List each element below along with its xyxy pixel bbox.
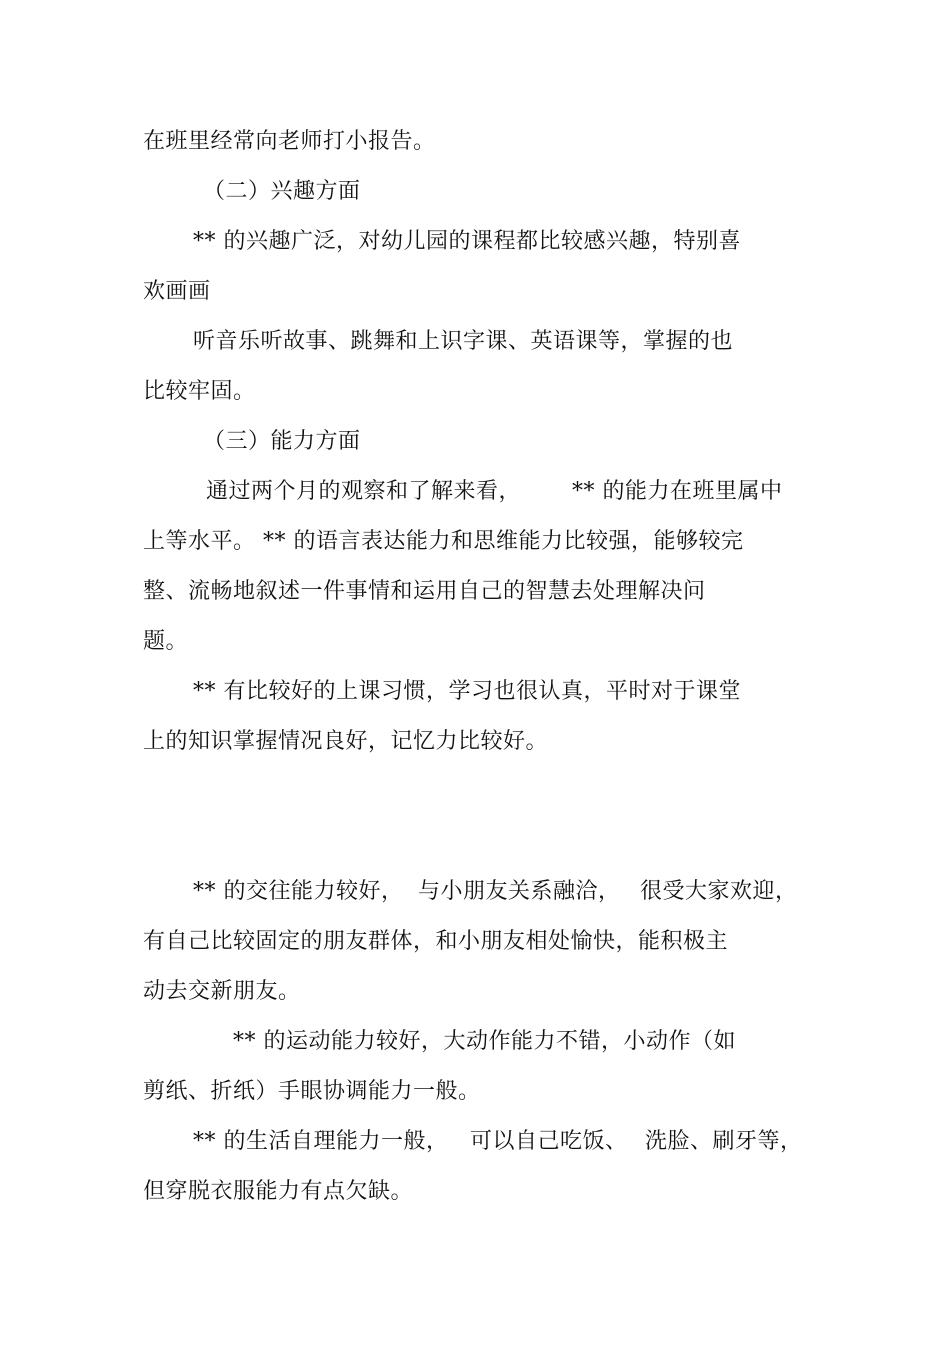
text-line: 整、流畅地叙述一件事情和运用自己的智慧去处理解决问 xyxy=(143,579,706,604)
text-line: 听音乐听故事、跳舞和上识字课、英语课等，掌握的也 xyxy=(193,329,734,354)
text-line: ** 的交往能力较好， xyxy=(193,879,404,904)
text-line: 洗脸、刷牙等， xyxy=(645,1129,803,1154)
section-heading-interests: （二）兴趣方面 xyxy=(203,179,361,204)
text-line: 有自己比较固定的朋友群体，和小朋友相处愉快，能积极主 xyxy=(143,929,729,954)
text-line: ** 的能力在班里属中 xyxy=(572,479,783,504)
text-line: 通过两个月的观察和了解来看， xyxy=(206,479,522,504)
text-line: 与小朋友关系融洽， xyxy=(418,879,621,904)
text-line: ** 的运动能力较好，大动作能力不错，小动作（如 xyxy=(233,1029,736,1054)
text-line: 在班里经常向老师打小报告。 xyxy=(143,129,436,154)
text-line: 上等水平。 ** 的语言表达能力和思维能力比较强，能够较完 xyxy=(143,529,744,554)
text-line: 欢画画 xyxy=(143,279,211,304)
text-line: ** 的生活自理能力一般， xyxy=(193,1129,449,1154)
text-line: 比较牢固。 xyxy=(143,379,256,404)
text-line: 但穿脱衣服能力有点欠缺。 xyxy=(143,1179,414,1204)
text-line: 剪纸、折纸）手眼协调能力一般。 xyxy=(143,1079,481,1104)
text-line: 可以自己吃饭、 xyxy=(470,1129,628,1154)
section-heading-abilities: （三）能力方面 xyxy=(203,429,361,454)
text-line: ** 有比较好的上课习惯，学习也很认真，平时对于课堂 xyxy=(193,679,741,704)
text-line: 很受大家欢迎， xyxy=(640,879,798,904)
text-line: 上的知识掌握情况良好，记忆力比较好。 xyxy=(143,729,549,754)
text-line: 题。 xyxy=(143,629,189,654)
text-line: ** 的兴趣广泛，对幼儿园的课程都比较感兴趣，特别喜 xyxy=(193,229,741,254)
text-line: 动去交新朋友。 xyxy=(143,979,301,1004)
